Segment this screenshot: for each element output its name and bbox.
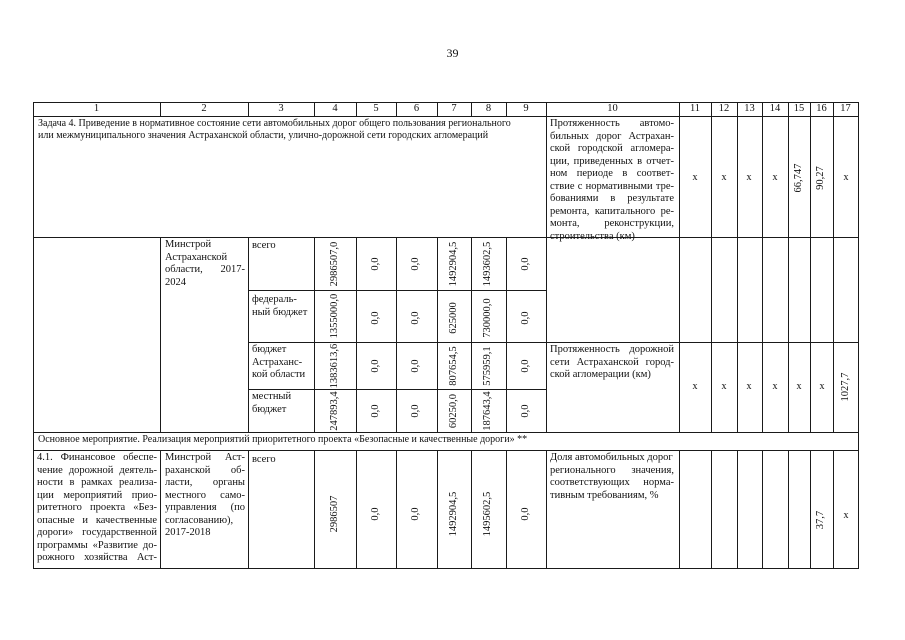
cell-value-rotated: 0,0 (410, 507, 421, 521)
page-number: 39 (446, 46, 459, 60)
cell-value-rotated: 1027,7 (840, 372, 851, 402)
indicator-line: Протяженность дорожной (550, 344, 674, 355)
cell-value-rotated: 0,0 (410, 359, 421, 373)
cell-value-rotated: 1495602,5 (482, 491, 493, 537)
funding-source-line: федераль- (252, 294, 297, 305)
cell-value-rotated: 0,0 (410, 311, 421, 325)
task-title: или межмуниципального значения Астраханской области, улично-дорожной сети городских агломераций (38, 130, 489, 141)
table-bottom-border (33, 568, 859, 569)
col-divider (396, 237, 397, 432)
executor-line: 2024 (165, 276, 186, 288)
task-indicator (550, 118, 674, 243)
funding-source-line: ный бюджет (252, 306, 308, 318)
column-header: 8 (485, 103, 492, 114)
col-divider (356, 450, 357, 568)
cell-x: x (843, 510, 849, 521)
indicator-line: ской городской агломера- (550, 143, 674, 154)
col-divider (810, 102, 811, 432)
event-name-line: ности в рамках реализа- (37, 477, 157, 488)
column-header: 13 (744, 103, 755, 114)
column-header: 16 (816, 103, 827, 114)
column-header: 4 (332, 103, 338, 114)
col-divider (471, 450, 472, 568)
executor-cell (165, 239, 245, 289)
column-header: 9 (523, 103, 529, 114)
event-name-line: ритетного проекта «Без- (37, 502, 157, 513)
col-divider (160, 450, 161, 568)
executor-line: 2017-2018 (165, 527, 211, 538)
funding-source (252, 294, 307, 319)
cell-value-rotated: 0,0 (370, 404, 381, 418)
funding-source-line: местный (252, 391, 292, 402)
col-divider (160, 237, 161, 432)
cell-x: x (796, 381, 802, 392)
funding-source-line: кой области (252, 369, 306, 380)
column-header: 11 (689, 103, 701, 114)
col-divider (248, 450, 249, 568)
col-divider (396, 450, 397, 568)
indicator-line: Доля автомобильных дорог (550, 452, 673, 463)
cell-value-rotated: 0,0 (370, 507, 381, 521)
col-divider (248, 237, 249, 432)
col-divider (679, 450, 680, 568)
column-header: 17 (840, 103, 851, 114)
column-header: 3 (278, 103, 284, 114)
main-event-bottom-border (33, 450, 859, 451)
col-divider (788, 102, 789, 432)
executor-line: Минстрой (165, 239, 212, 250)
cell-value-rotated: 1383613,6 (329, 343, 340, 389)
indicator-line: тивным требованиям, % (550, 489, 659, 501)
cell-value-rotated: 0,0 (520, 507, 531, 521)
cell-value-rotated: 625000 (448, 302, 459, 334)
indicator-line: ской агломерации (км) (550, 369, 651, 380)
column-header: 1 (93, 103, 100, 114)
cell-value-rotated: 730000,0 (482, 298, 493, 338)
col-divider (679, 102, 680, 432)
cell-value-rotated: 807654,5 (448, 346, 459, 386)
column-header: 10 (607, 103, 618, 114)
col-divider (471, 237, 472, 432)
col-divider (737, 450, 738, 568)
cell-value-rotated: 1492904,5 (448, 491, 459, 537)
indicator-line: ремонта, капитального ре- (550, 205, 674, 217)
indicator-line: соответствующих норма- (550, 477, 674, 488)
col-divider (437, 450, 438, 568)
col-divider (314, 237, 315, 432)
col-divider (546, 450, 547, 568)
col-divider (810, 450, 811, 568)
column-header: 5 (373, 103, 379, 114)
event-indicator (550, 452, 674, 502)
col-divider (762, 102, 763, 432)
task-title: Задача 4. Приведение в нормативное состояние сети автомобильных дорог общего пользования регионального (38, 118, 511, 129)
indicator-line: бованиями в результате (550, 193, 674, 204)
row-divider (248, 389, 546, 390)
col-divider (833, 450, 834, 568)
column-header: 2 (201, 103, 207, 114)
executor-line: ласти, органы (165, 477, 245, 488)
cell-value-rotated: 60250,0 (448, 393, 459, 429)
executor-line: управления (по (165, 502, 245, 513)
executor-line: Астраханской (165, 251, 228, 263)
header-bottom-border (33, 116, 859, 117)
cell-x: x (721, 381, 727, 392)
column-header: 6 (413, 103, 420, 114)
cell-value-rotated: 247893,4 (329, 391, 340, 431)
cell-value-rotated: 0,0 (520, 404, 531, 418)
cell-value-rotated: 0,0 (520, 257, 531, 271)
col-divider (711, 102, 712, 432)
col-divider (546, 102, 547, 432)
executor-block-bottom-border (33, 432, 859, 433)
event-name-line: чение дорожной деятель- (37, 464, 157, 476)
funding-source-line: Астраханс- (252, 356, 303, 368)
col-divider (314, 450, 315, 568)
event-name-line: опасные и качественные (37, 514, 157, 526)
cell-x: x (692, 381, 698, 392)
cell-value-rotated: 0,0 (520, 311, 531, 325)
indicator-line: сети Астраханской город- (550, 356, 674, 368)
col-divider (762, 450, 763, 568)
cell-x: x (721, 172, 727, 183)
cell-value-rotated: 0,0 (410, 257, 421, 271)
event-name-line: дороги» государственной (37, 527, 157, 538)
cell-value-rotated: 2986507,0 (329, 241, 340, 287)
cell-value-rotated: 1355000,0 (329, 293, 340, 339)
indicator-line: строительства (км) (550, 230, 635, 242)
indicator-line: ствие с нормативными тре- (550, 180, 674, 192)
cell-x: x (772, 172, 778, 183)
col-divider (833, 102, 834, 432)
indicator-line: бильных дорог Астрахан- (550, 130, 674, 142)
funding-source-line: бюджет (252, 344, 287, 355)
cell-value-rotated: 37,7 (815, 510, 826, 530)
cell-value-rotated: 575959,1 (482, 346, 493, 386)
cell-value-rotated: 0,0 (370, 257, 381, 271)
table-left-border (33, 102, 34, 568)
executor-line: местного само- (165, 489, 245, 501)
row-divider (248, 290, 546, 291)
cell-x: x (772, 381, 778, 392)
cell-value-rotated: 0,0 (370, 311, 381, 325)
funding-source-line: бюджет (252, 403, 287, 415)
cell-value-rotated: 90,27 (815, 166, 826, 190)
cell-value-rotated: 66,747 (793, 163, 804, 193)
funding-source (252, 344, 305, 382)
indicator-line: Протяженность автомо- (550, 118, 674, 129)
cell-value-rotated: 1492904,5 (448, 241, 459, 287)
table-right-border (858, 102, 859, 568)
col-divider (711, 450, 712, 568)
block-indicator (550, 344, 674, 382)
column-header: 15 (793, 103, 805, 114)
cell-value-rotated: 0,0 (520, 359, 531, 373)
main-event-title: Основное мероприятие. Реализация мероприятий приоритетного проекта «Безопасные и качественные дороги» ** (38, 434, 528, 445)
cell-x: x (746, 172, 752, 183)
indicator-line: ном периоде в соответ- (550, 168, 674, 179)
cell-value-rotated: 0,0 (410, 404, 421, 418)
event-name-line: программы «Развитие до- (37, 539, 157, 551)
executor-line: области, 2017- (165, 264, 245, 275)
col-divider (506, 237, 507, 432)
funding-source: всего (252, 240, 276, 251)
indicator-line: ции, приведенных в отчет- (550, 155, 674, 167)
cell-x: x (692, 172, 698, 183)
col-divider (737, 102, 738, 432)
cell-x: x (843, 172, 849, 183)
funding-source: всего (252, 454, 276, 465)
column-header: 7 (451, 103, 457, 114)
indicator-line: регионального значения, (550, 464, 674, 476)
col-divider (356, 237, 357, 432)
cell-value-rotated: 2986507 (329, 495, 340, 533)
cell-x: x (746, 381, 752, 392)
funding-source (252, 391, 291, 416)
task-row-bottom-border (33, 237, 859, 238)
executor-line: раханской об- (165, 464, 245, 476)
cell-value-rotated: 0,0 (370, 359, 381, 373)
event-name-line: рожного хозяйства Аст- (37, 552, 157, 563)
event-name (37, 452, 157, 565)
column-header: 12 (718, 103, 730, 114)
executor-line: согласованию), (165, 514, 234, 526)
col-divider (506, 450, 507, 568)
event-executor (165, 452, 245, 540)
cell-x: x (819, 381, 825, 392)
indicator-line: монта, реконструкции, (550, 218, 674, 229)
col-divider (788, 450, 789, 568)
event-name-line: 4.1. Финансовое обеспе- (37, 452, 157, 463)
event-name-line: ции мероприятий прио- (37, 489, 157, 501)
column-header: 14 (769, 103, 781, 114)
cell-value-rotated: 187643,4 (482, 391, 493, 431)
col-divider (437, 237, 438, 432)
cell-value-rotated: 1493602,5 (482, 241, 493, 287)
executor-line: Минстрой Аст- (165, 452, 245, 463)
